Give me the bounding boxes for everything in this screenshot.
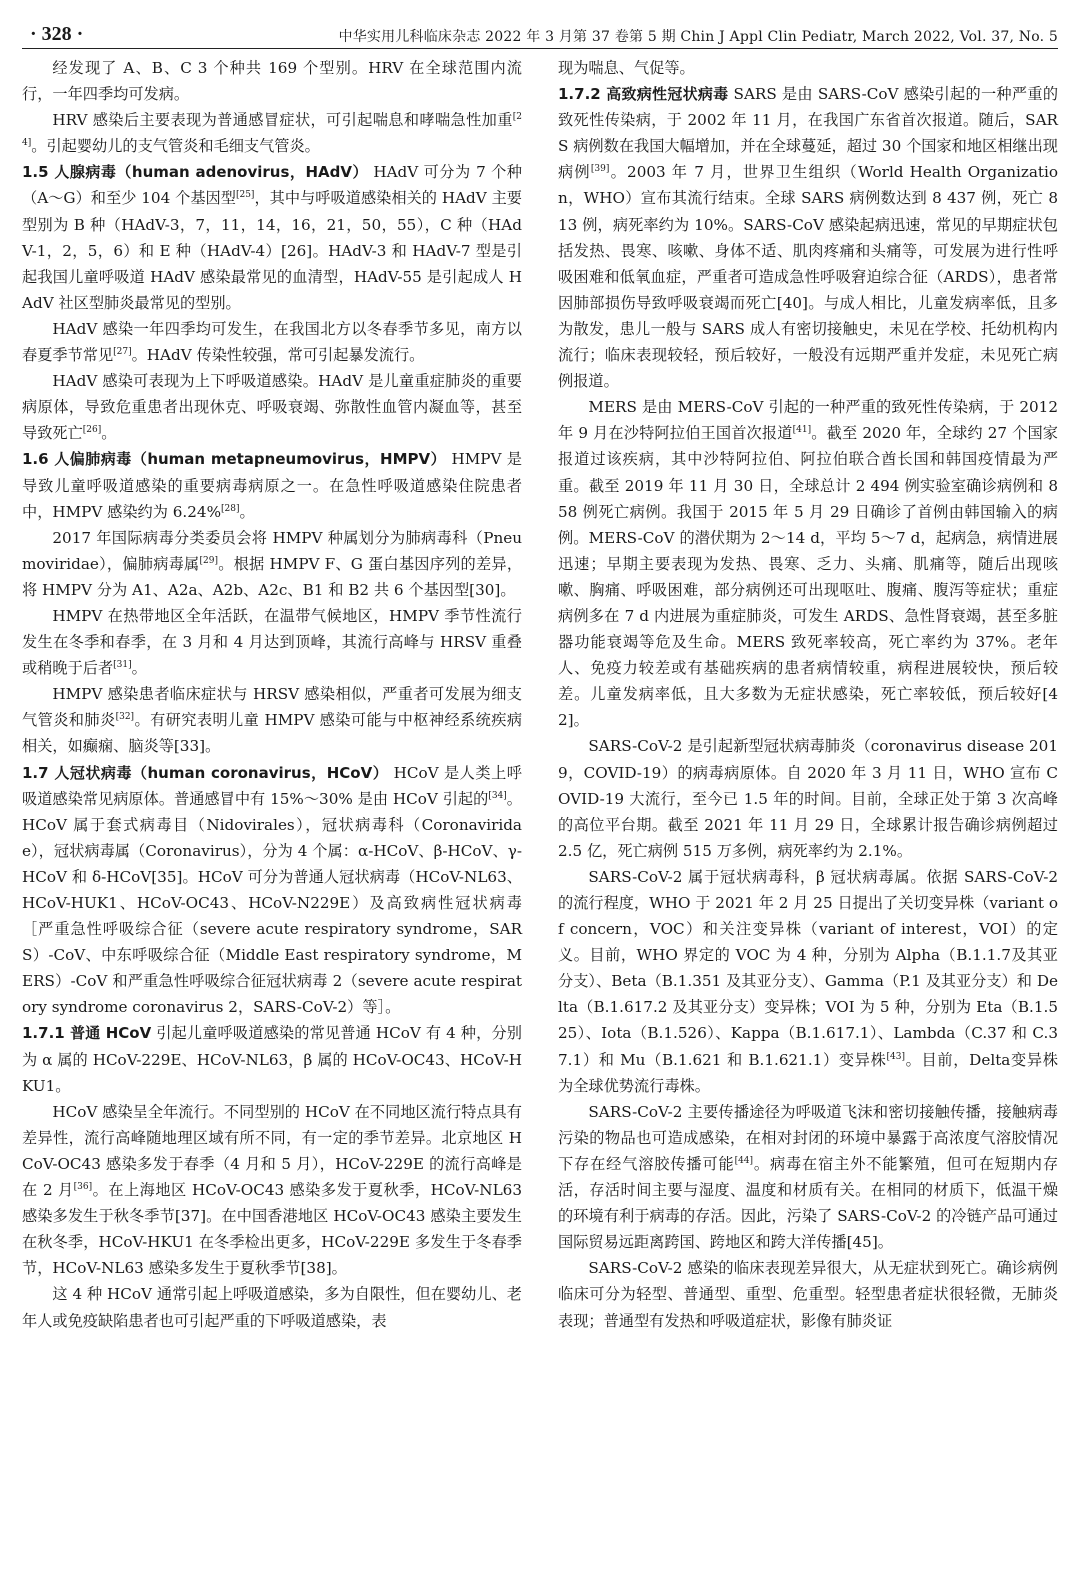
body-paragraph — [558, 864, 1058, 1099]
citation-ref: [24] — [22, 112, 522, 149]
paragraph-text: HCoV 感染呈全年流行。不同型别的 HCoV 在不同地区流行特点具有差异性，流行高峰随地理区域有所不同，有一定的季节差异。北京地区 HCoV-OC43 感染多发于春季（4 月和 5 月），HCoV-229E 的流行高峰是在 2 月 — [22, 1102, 522, 1200]
body-paragraph — [22, 1281, 522, 1333]
paragraph-text-tail: 。2003 年 7 月，世界卫生组织（World Health Organization，WHO）宣布其流行结束。全球 SARS 病例数达到 8 437 例，死亡 813 例，病死率约为 10%。SARS-CoV 感染起病迅速，常见的早期症状包括发热、畏寒、咳嗽、身体不适、肌肉疼痛和头痛等，可发展为进行性呼吸困难和低氧血症，严重者可造成急性呼吸窘迫综合征（ARDS），患者常因肺部损伤导致呼吸衰竭而死亡[40]。与成人相比，儿童发病率低，且多为散发，患儿一般与 SARS 成人有密切接触史，未见在学校、托幼机构内流行；临床表现较轻，预后较好，一般没有远期严重并发症，未见死亡病例报道。 — [558, 163, 1058, 391]
paragraph-text-tail: 。HAdV 传染性较强，常可引起暴发流行。 — [131, 346, 425, 365]
paragraph-text-tail: 。 — [239, 502, 255, 521]
body-paragraph — [22, 55, 522, 107]
citation-ref: [32] — [115, 712, 135, 723]
paragraph-text-tail: 。病毒在宿主外不能繁殖，但可在短期内存活，存活时间主要与湿度、温度和材质有关。在相同的材质下，低温干燥的环境有利于病毒的存活。因此，污染了 SARS-CoV-2 的冷链产品可通过国际贸易远距离跨国、跨地区和跨大洋传播[45]。 — [558, 1154, 1059, 1252]
paragraph-text: HMPV 在热带地区全年活跃，在温带气候地区，HMPV 季节性流行发生在冬季和春季，在 3 月和 4 月达到顶峰，其流行高峰与 HRSV 重叠或稍晚于后者 — [22, 606, 522, 678]
two-column-body — [22, 55, 1058, 1334]
citation-ref: [39] — [590, 164, 610, 175]
paragraph-text-tail: 。截至 2020 年，全球约 27 个国家报道过该疾病，其中沙特阿拉伯、阿拉伯联合酋长国和韩国疫情最为严重。截至 2019 年 11 月 30 日，全球总计 2 494 例实验室确诊病例和 858 例死亡病例。我国于 2015 年 5 月 29 日确诊了首例由韩国输入的病例。MERS-CoV 的潜伏期为 2～14 d，平均 5～7 d，起病急，病情进展迅速；早期主要表现为发热、畏寒、乏力、头痛、肌痛等，随后出现咳嗽、胸痛、呼吸困难，部分病例还可出现呕吐、腹痛、腹泻等症状；重症病例多在 7 d 内进展为重症肺炎，可发生 ARDS、急性肾衰竭，甚至多脏器功能衰竭等危及生命。MERS 致死率较高，死亡率约为 37%。老年人、免疫力较差或有基础疾病的患者病情较重，病程进展较快，预后较差。儿童发病率低，且大多数为无症状感染，死亡率较低，预后较好[42]。 — [558, 424, 1058, 730]
section-paragraph — [22, 1020, 522, 1098]
paragraph-text-tail: 。引起婴幼儿的支气管炎和毛细支气管炎。 — [31, 137, 320, 156]
section-paragraph — [22, 446, 522, 524]
section-paragraph — [558, 81, 1058, 394]
paragraph-text: HAdV 感染可表现为上下呼吸道感染。HAdV 是儿童重症肺炎的重要病原体，导致危重患者出现休克、呼吸衰竭、弥散性血管内凝血等，甚至导致死亡 — [22, 372, 522, 443]
running-head — [22, 14, 1058, 49]
citation-ref: [29] — [199, 555, 218, 566]
paragraph-text: 经发现了 A、B、C 3 个种共 169 个型别。HRV 在全球范围内流行，一年四季均可发病。 — [22, 59, 522, 104]
paragraph-text: 现为喘息、气促等。 — [558, 59, 695, 77]
section-heading: 1.5 人腺病毒（human adenovirus，HAdV） — [22, 163, 368, 182]
body-paragraph — [558, 1255, 1058, 1333]
paragraph-text: MERS 是由 MERS-CoV 引起的一种严重的致死性传染病，于 2012 年 9 月在沙特阿拉伯王国首次报道 — [558, 398, 1058, 443]
citation-ref: [36] — [73, 1181, 93, 1192]
body-paragraph — [558, 733, 1058, 863]
body-paragraph — [558, 55, 1058, 81]
section-heading: 1.6 人偏肺病毒（human metapneumovirus，HMPV） — [22, 450, 447, 469]
section-paragraph — [22, 159, 522, 316]
citation-ref: [28] — [221, 503, 240, 514]
paragraph-text: 2017 年国际病毒分类委员会将 HMPV 种属划分为肺病毒科（Pneumoviridae），偏肺病毒属 — [22, 528, 522, 573]
citation-ref: [44] — [734, 1155, 754, 1166]
paragraph-text-tail: 。目前，Delta变异株为全球优势流行毒株。 — [558, 1050, 1058, 1095]
journal-citation: 中华实用儿科临床杂志 2022 年 3 月第 37 卷第 5 期 Chin J Appl Clin Pediatr, March 2022, Vol. 37, No. 5 — [338, 29, 1058, 45]
paragraph-text-tail: 。有研究表明儿童 HMPV 感染可能与中枢神经系统疾病相关，如癫痫、脑炎等[33]。 — [22, 711, 523, 756]
body-paragraph — [22, 1099, 522, 1282]
section-heading: 1.7 人冠状病毒（human coronavirus，HCoV） — [22, 763, 389, 782]
citation-ref: [31] — [113, 660, 132, 671]
body-paragraph — [22, 107, 522, 159]
section-heading: 1.7.2 高致病性冠状病毒 — [558, 85, 729, 104]
citation-ref: [34] — [488, 790, 507, 801]
paragraph-text: SARS-CoV-2 是引起新型冠状病毒肺炎（coronavirus disease 2019，COVID-19）的病毒病原体。自 2020 年 3 月 11 日，WHO 宣布 COVID-19 大流行，至今已 1.5 年的时间。目前，全球正处于第 3 次高峰的高位平台期。截至 2021 年 11 月 29 日，全球累计报告确诊病例超过 2.5 亿，死亡病例 515 万多例，病死率约为 2.1%。 — [558, 737, 1058, 860]
paragraph-text: HAdV 可分为 7 个种（A～G）和至少 104 个基因型 — [22, 163, 522, 208]
section-heading: 1.7.1 普通 HCoV — [22, 1024, 152, 1043]
right-column — [558, 55, 1058, 1334]
citation-ref: [26] — [82, 425, 102, 436]
citation-ref: [41] — [792, 425, 812, 436]
paragraph-text-tail: ，其中与呼吸道感染相关的 HAdV 主要型别为 B 种（HAdV-3，7，11，14，16，21，50，55），C 种（HAdV-1，2，5，6）和 E 种（HAdV-4）[26]。HAdV-3 和 HAdV-7 型是引起我国儿童呼吸道 HAdV 感染最常见的血清型，HAdV-55 是引起成人 HAdV 社区型肺炎最常见的型别。 — [22, 189, 522, 312]
paragraph-text: HRV 感染后主要表现为普通感冒症状，可引起喘息和哮喘急性加重 — [52, 111, 513, 130]
citation-ref: [43] — [886, 1051, 905, 1062]
paragraph-text-tail: 。HCoV 属于套式病毒目（Nidovirales），冠状病毒科（Coronaviridae），冠状病毒属（Coronavirus），分为 4 个属：α-HCoV、β-HCoV、γ-HCoV 和 δ-HCoV[35]。HCoV 可分为普通人冠状病毒（HCoV-NL63、HCoV-HUK1、HCoV-OC43、HCoV-N229E）及高致病性冠状病毒［严重急性呼吸综合征（severe acute respiratory syndrome，SARS）-CoV、中东呼吸综合征（Middle East respiratory syndrome，MERS）-CoV 和严重急性呼吸综合征冠状病毒 2（severe acute respiratory syndrome coronavirus 2，SARS-CoV-2）等］。 — [22, 789, 522, 1017]
paragraph-text: SARS-CoV-2 感染的临床表现差异很大，从无症状到死亡。确诊病例临床可分为轻型、普通型、重型、危重型。轻型患者症状很轻微，无肺炎表现；普通型有发热和呼吸道症状，影像有肺炎证 — [558, 1259, 1058, 1330]
paragraph-text: SARS-CoV-2 主要传播途径为呼吸道飞沫和密切接触传播，接触病毒污染的物品也可造成感染，在相对封闭的环境中暴露于高浓度气溶胶情况下存在经气溶胶传播可能 — [558, 1102, 1058, 1173]
body-paragraph — [22, 603, 522, 681]
paragraph-text-tail: 。根据 HMPV F、G 蛋白基因序列的差异，将 HMPV 分为 A1、A2a、A2b、A2c、B1 和 B2 共 6 个基因型[30]。 — [22, 554, 523, 599]
paragraph-text: 这 4 种 HCoV 通常引起上呼吸道感染，多为自限性，但在婴幼儿、老年人或免疫缺陷患者也可引起严重的下呼吸道感染，表 — [22, 1285, 522, 1330]
body-paragraph — [22, 681, 522, 759]
body-paragraph — [22, 368, 522, 446]
paragraph-text: HAdV 感染一年四季均可发生，在我国北方以冬春季节多见，南方以春夏季节常见 — [22, 319, 522, 365]
paragraph-text: SARS 是由 SARS-CoV 感染引起的一种严重的致死性传染病，于 2002 年 11 月，在我国广东省首次报道。随后，SARS 病例数在我国大幅增加，并在全球蔓延，超过 30 个国家和地区相继出现病例 — [558, 85, 1059, 182]
paragraph-text-tail: 。 — [131, 659, 147, 678]
body-paragraph — [22, 316, 522, 368]
body-paragraph — [558, 394, 1058, 733]
paragraph-text-tail: 。 — [101, 424, 117, 443]
body-paragraph — [22, 525, 522, 603]
citation-ref: [27] — [113, 346, 132, 357]
paragraph-text: HMPV 是导致儿童呼吸道感染的重要病毒病原之一。在急性呼吸道感染住院患者中，HMPV 感染约为 6.24% — [22, 450, 522, 521]
paragraph-text-tail: 。在上海地区 HCoV-OC43 感染多发于夏秋季，HCoV-NL63 感染多发生于秋冬季节[37]。在中国香港地区 HCoV-OC43 感染主要发生在秋冬季，HCoV-HKU1 在冬季检出更多，HCoV-229E 多发生于冬春季节，HCoV-NL63 感染多发生于夏秋季节[38]。 — [22, 1181, 522, 1278]
left-column — [22, 55, 522, 1334]
page-number: · 328 · — [30, 23, 84, 45]
body-paragraph — [558, 1099, 1058, 1256]
paragraph-text: SARS-CoV-2 属于冠状病毒科，β 冠状病毒属。依据 SARS-CoV-2 的流行程度，WHO 于 2021 年 2 月 25 日提出了关切变异株（variant of concern，VOC）和关注变异株（variant of interest，VOI）的定义。目前，WHO 界定的 VOC 为 4 种，分别为 Alpha（B.1.1.7及其亚分支）、Beta（B.1.351 及其亚分支）、Gamma（P.1 及其亚分支）和 Delta（B.1.617.2 及其亚分支）变异株；VOI 为 5 种，分别为 Eta（B.1.525）、Iota（B.1.526）、Kappa（B.1.617.1）、Lambda（C.37 和 C.37.1）和 Mu（B.1.621 和 B.1.621.1）变异株 — [558, 867, 1058, 1069]
paragraph-text: HMPV 感染患者临床症状与 HRSV 感染相似，严重者可发展为细支气管炎和肺炎 — [22, 685, 522, 730]
paragraph-text: 引起儿童呼吸道感染的常见普通 HCoV 有 4 种，分别为 α 属的 HCoV-229E、HCoV-NL63，β 属的 HCoV-OC43、HCoV-HKU1。 — [22, 1024, 522, 1095]
section-paragraph — [22, 760, 522, 1021]
paragraph-text: HCoV 是人类上呼吸道感染常见病原体。普通感冒中有 15%～30% 是由 HCoV 引起的 — [22, 763, 522, 808]
citation-ref: [25] — [235, 190, 255, 201]
